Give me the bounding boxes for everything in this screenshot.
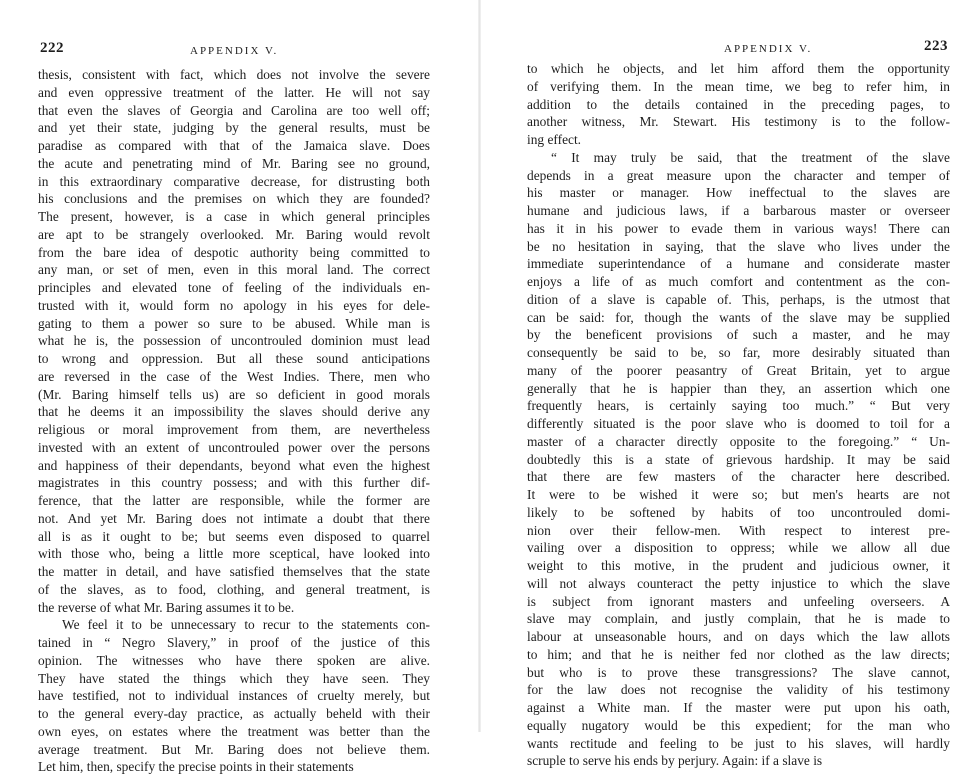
right-page-body [527, 60, 950, 770]
left-running-head: APPENDIX V. [190, 45, 279, 57]
text-line: We feel it to be unnecessary to recur to the statements con- [62, 617, 430, 633]
text-line: They have stated the things which they have seen. They [38, 670, 430, 686]
text-line: opinion. The witnesses who have there spoken are alive. [38, 652, 430, 668]
text-line: for the law does not recognise the validity of his testimony [527, 682, 950, 698]
text-line: many of the poorer peasantry of Great Britain, yet to argue [527, 362, 950, 378]
text-line: that there are few masters of the character here described. [527, 469, 950, 485]
text-line: slave may complain, and justly complain, that he is made to [527, 611, 950, 627]
text-line: gating to them a power so sure to be abused. While man is [38, 315, 430, 331]
text-line: his master or manager. How ineffectual to the slaves are [527, 185, 950, 201]
text-line: to wrong and oppression. But all these sound anticipations [38, 351, 430, 366]
left-page-body [38, 66, 430, 776]
text-line: dition of a slave is capable of. This, perhaps, is the utmost that [527, 291, 950, 307]
text-line: with those who, being a little more sceptical, have looked into [38, 546, 430, 562]
text-line: nion over their fellow-men. With respect to interest pre- [527, 522, 950, 538]
right-page [480, 0, 980, 769]
text-line: ference, that the latter are responsible, while the former are [38, 493, 430, 508]
text-line: doubtedly this is a state of grievous hardship. It may be said [527, 451, 950, 467]
text-line: can be said: for, though the wants of the slave may be supplied [527, 309, 950, 325]
text-line: tained in “ Negro Slavery,” in proof of the justice of this [38, 635, 430, 650]
left-page-number: 222 [40, 40, 64, 56]
text-line: trusted with it, would form no apology in his eyes for dele- [38, 297, 430, 313]
text-line: labour at unseasonable hours, and on days which the law allots [527, 629, 950, 644]
text-line: generally that he is happier than they, an assertion which one [527, 380, 950, 396]
text-line: invested with an extent of uncontrouled power over the persons [38, 439, 430, 455]
text-line: not. And yet Mr. Baring does not intimate a doubt that there [38, 510, 430, 526]
text-line: of verifying them. In the mean time, we beg to refer him, in [527, 78, 950, 94]
text-line: addition to the details contained in the preceding pages, to [527, 96, 950, 112]
text-line: and yet their state, judging by the general results, must be [38, 120, 430, 136]
text-line: The present, however, is a case in which general principles [38, 209, 430, 224]
text-line: that even the slaves of Georgia and Carolina are too well off; [38, 102, 430, 118]
text-line: and happiness of their dependants, beyond what even the highest [38, 457, 430, 473]
text-line: another witness, Mr. Stewart. His testimony is to the follow- [527, 114, 950, 130]
text-line: weight to this motive, in the prudent and judicious owner, it [527, 558, 950, 573]
text-line: of the slaves, as to food, clothing, and general treatment, is [38, 581, 430, 597]
text-line: are apt to be strangely overlooked. Mr. Baring would revolt [38, 226, 430, 242]
text-line: his conclusions and the premises on which they are founded? [38, 191, 430, 207]
text-line: differently situated is the poor slave who is doomed to toil for a [527, 416, 950, 431]
text-line: average treatment. But Mr. Baring does not believe them. [38, 741, 430, 757]
text-line: magistrates in this country possess; and with this further dif- [38, 475, 430, 491]
text-line: the reverse of what Mr. Baring assumes it to be. [38, 599, 295, 615]
text-line: the matter in detail, and have satisfied themselves that the state [38, 564, 430, 579]
text-line: enjoys a life of as much comfort and contentment as the con- [527, 274, 950, 289]
right-page-number: 223 [924, 38, 948, 54]
text-line: the acute and penetrating mind of Mr. Baring see no ground, [38, 155, 430, 171]
text-line: scruple to serve his ends by perjury. Again: if a slave is [527, 753, 823, 769]
text-line: be no hesitation in saying, that the slave who lives under the [527, 238, 950, 254]
text-line: from the bare idea of despotic authority being committed to [38, 244, 430, 260]
text-line: principles and elevated tone of feeling of the individuals en- [38, 280, 430, 295]
text-line: is subject from ignorant masters and unfeeling overseers. A [527, 593, 950, 609]
text-line: all is as it ought to be; but seems even disposed to quarrel [38, 528, 430, 544]
text-line: to him; and that he is neither fed nor clothed as the law directs; [527, 646, 950, 662]
text-line: equally nugatory would be this expedient; for the man who [527, 717, 950, 733]
text-line: depends in a great measure upon the character and temper of [527, 167, 950, 183]
text-line: (Mr. Baring himself tells us) are so deficient in good morals [38, 386, 430, 402]
text-line: to which he objects, and let him afford them the opportunity [527, 61, 950, 76]
text-line: humane and judicious laws, if a barbarous master or overseer [527, 203, 950, 218]
right-running-head: APPENDIX V. [724, 43, 813, 55]
text-line: paradise as compared with that of the Jamaica slave. Does [38, 138, 430, 153]
text-line: frequently hears, is certainly saying too much.” “ But very [527, 398, 950, 414]
text-line: but who is to prove these transgressions? The slave cannot, [527, 664, 950, 680]
text-line: vailing over a disposition to oppress; while we allow all due [527, 540, 950, 556]
text-line: against a White man. If the master were put upon his oath, [527, 700, 950, 715]
text-line: has it in his power to evade them in various ways! There can [527, 220, 950, 236]
text-line: in this extraordinary comparative decrease, for distrusting both [38, 173, 430, 189]
text-line: by the beneficent provisions of such a master, and he may [527, 327, 950, 343]
text-line: any man, or set of men, even in this moral land. The correct [38, 262, 430, 278]
text-line: to the general every-day practice, as actually beheld with their [38, 706, 430, 721]
text-line: own eyes, on estates where the treatment was better than the [38, 723, 430, 739]
text-line: are reversed in the case of the West Indies. There, men who [38, 368, 430, 384]
text-line: immediate superintendance of a humane and considerate master [527, 256, 950, 272]
text-line: will not always counteract the petty injustice to which the slave [527, 575, 950, 591]
text-line: ing effect. [527, 132, 582, 147]
text-line: consequently be said to be, so far, more desirably situated than [527, 345, 950, 360]
text-line: master of a character directly opposite to the foregoing.” “ Un- [527, 433, 950, 449]
text-line: religious or moral improvement from them, are nevertheless [38, 422, 430, 437]
text-line: “ It may truly be said, that the treatment of the slave [551, 149, 950, 165]
text-line: what he is, the possession of uncontrouled dominion must lead [38, 333, 430, 349]
text-line: likely to be softened by habits of too uncontrouled domi- [527, 504, 950, 520]
text-line: and even oppressive treatment of the latter. He will not say [38, 84, 430, 100]
text-line: have testified, not to individual instances of cruelty merely, but [38, 688, 430, 704]
text-line: It were to be wished it were so; but men's hearts are not [527, 487, 950, 502]
text-line: Let him, then, specify the precise points in their statements [38, 759, 354, 775]
left-page [0, 0, 480, 775]
text-line: that he deems it an impossibility the slaves should derive any [38, 404, 430, 420]
text-line: wants rectitude and feeling to be just to his slaves, will hardly [527, 735, 950, 751]
text-line: thesis, consistent with fact, which does not involve the severe [38, 67, 430, 82]
